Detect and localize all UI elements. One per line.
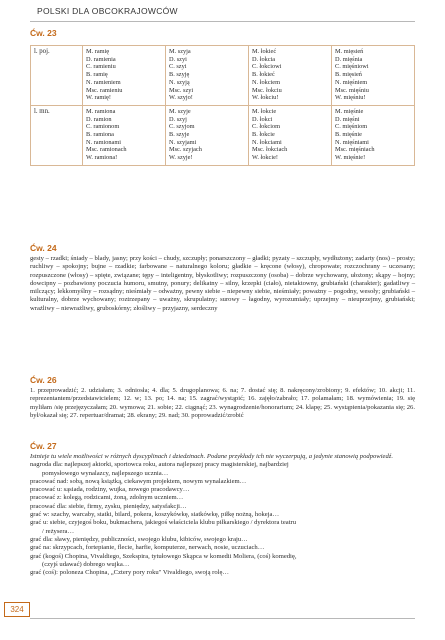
case-form: B. łokieć — [252, 71, 275, 79]
case-form: W. szyje! — [169, 154, 193, 162]
exercise-26-title: Ćw. 26 — [30, 375, 57, 385]
case-form: Msc. łokciach — [252, 146, 288, 154]
declension-cell — [166, 105, 249, 165]
footer-rule — [30, 618, 415, 619]
case-form: N. mięśniem — [335, 78, 368, 86]
case-form: C. szyi — [169, 63, 187, 71]
case-form: Msc. szyi — [169, 86, 194, 94]
exercise-26 — [30, 375, 415, 420]
case-form: M. łokcie — [252, 107, 277, 115]
exercise-27 — [30, 441, 415, 577]
header-rule — [30, 21, 415, 22]
case-form: M. ramię — [86, 48, 110, 55]
declension-cell — [166, 46, 249, 106]
case-form: D. ramienia — [86, 55, 116, 63]
list-item: grać u: siebie, czyjegoś boku, bukmachera, jakiegoś właściciela klubu piłkarskiego / dyrektora teatru — [30, 519, 297, 527]
case-form: W. mięśniu! — [335, 94, 366, 102]
case-form: M. ramiona — [86, 107, 116, 115]
case-form: B. szyje — [169, 131, 190, 139]
case-form: Msc. szyjach — [169, 146, 202, 154]
case-form: W. łokciu! — [252, 94, 279, 102]
case-form: D. szyi — [169, 55, 187, 63]
case-form: M. mięśnie — [335, 107, 364, 115]
running-header: POLSKI DLA OBCOKRAJOWCÓW — [37, 6, 178, 16]
exercise-24 — [30, 243, 415, 313]
page-number: 324 — [4, 602, 30, 617]
case-form: D. mięśnia — [335, 55, 363, 63]
case-form: C. łokciowi — [252, 63, 282, 71]
case-form: C. szyjom — [169, 123, 195, 131]
case-form: N. łokciami — [252, 138, 282, 146]
list-item: (czyjś udawać) dobrego wujka… — [42, 560, 130, 568]
declension-cell — [332, 105, 415, 165]
list-item: pracować nad: sobą, nową książką, ciekawym projektem, nowym wynalazkiem… — [30, 477, 247, 485]
case-form: W. ramiona! — [86, 154, 118, 162]
case-form: M. szyje — [169, 107, 191, 115]
list-item: grać w: szachy, warcaby, statki, bilard, pokera, koszykówkę, siatkówkę, piłkę nożną, hokeja… — [30, 511, 280, 519]
case-form: D. ramion — [86, 115, 112, 123]
case-form: B. ramiona — [86, 131, 114, 139]
case-form: Msc. ramieniu — [86, 86, 123, 94]
table-row-plural — [31, 105, 415, 165]
list-item: grać na: skrzypcach, fortepianie, flecie, harfie, komputerze, nerwach, nosie, uczuciach… — [30, 544, 265, 552]
case-form: C. ramieniu — [86, 63, 116, 71]
list-item: pracować u: sąsiada, rodziny, wujka, nowego pracodawcy… — [30, 486, 190, 494]
case-form: N. mięśniami — [335, 138, 369, 146]
case-form: Msc. łokciu — [252, 86, 282, 94]
exercise-27-title: Ćw. 27 — [30, 441, 57, 451]
case-form: Msc. mięśniu — [335, 86, 369, 94]
case-form: D. łokci — [252, 115, 273, 123]
declension-cell — [249, 105, 332, 165]
exercise-26-text: 1. przeprowadzić; 2. udziałam; 3. odniosła; 4. dla; 5. drugoplanowa; 6. na; 7. dostać się; 8. nakręcony/zrobiony; 9. efektów; 10. akcji; 11. reprezentantem/przedstawicielem; 12. w; 13. po; 14. na; 15. zagrać/wystąpić; 16. zajęło/zabrało; 17. polamałam; 18. wymówienia; 19. się myliłam /się przejęzyczałam; 20. wymowa; 21. sobie; 22. ciągnąć; 23. wynagrodzenie/honorarium; 24. klapę; 25. wystąpienia/pokazania się; 26. był/okazał się; 27. repertuar/dramat; 28. ekrany; 29. nad; 30. poprowadzić/zrobić — [30, 387, 415, 419]
list-item: pomysłowego wynalazcy, najlepszego ucznia… — [42, 469, 169, 477]
case-form: D. mięśni — [335, 115, 360, 123]
list-item: nagroda dla: najlepszej aktorki, sportowca roku, autora najlepszej pracy magisterskiej, najbardziej — [30, 461, 289, 469]
number-label: l. poj. — [31, 46, 83, 106]
declension-cell — [249, 46, 332, 106]
case-form: N. szyją — [169, 78, 190, 86]
case-form: M. mięsień — [335, 48, 364, 55]
case-form: B. ramię — [86, 71, 108, 79]
case-form: N. szyjami — [169, 138, 197, 146]
case-form: W. łokcie! — [252, 154, 278, 162]
exercise-27-intro: Istnieje tu wiele możliwości w różnych dyscyplinach i dziedzinach. Podane przykłady ich nie wyczerpują, a jedynie stanowią podpowiedź. — [30, 453, 393, 460]
table-row-singular — [31, 46, 415, 106]
list-item: pracować z: kolegą, rodzicami, żoną, zdolnym uczniem… — [30, 494, 184, 502]
exercise-24-title: Ćw. 24 — [30, 243, 57, 253]
case-form: C. mięśniowi — [335, 63, 369, 71]
exercise-23-title: Ćw. 23 — [30, 28, 57, 38]
list-item: grać dla: sławy, pieniędzy, publiczności, swojego klubu, kibiców, swojego kraju… — [30, 535, 248, 543]
case-form: N. łokciem — [252, 78, 280, 86]
case-form: N. ramieniem — [86, 78, 121, 86]
case-form: W. mięśnie! — [335, 154, 366, 162]
case-form: N. ramionami — [86, 138, 121, 146]
case-form: B. łokcie — [252, 131, 275, 139]
case-form: B. szyję — [169, 71, 190, 79]
list-item: pracować dla: siebie, firmy, zysku, pieniędzy, satysfakcji… — [30, 502, 187, 510]
case-form: M. łokieć — [252, 48, 277, 55]
case-form: B. mięsień — [335, 71, 362, 79]
declension-cell — [332, 46, 415, 106]
case-form: Msc. ramionach — [86, 146, 127, 154]
list-item: grać (coś): polonezа Chopina, „Cztery pory roku" Vivaldiego, swoją rolę… — [30, 569, 230, 577]
case-form: D. łokcia — [252, 55, 276, 63]
case-form: M. szyja — [169, 48, 191, 55]
declension-cell — [83, 105, 166, 165]
case-form: C. mięśniom — [335, 123, 368, 131]
case-form: C. ramionom — [86, 123, 120, 131]
case-form: W. szyjo! — [169, 94, 193, 102]
list-item: / reżysera… — [42, 527, 75, 535]
number-label: l. mn. — [31, 105, 83, 165]
case-form: D. szyj — [169, 115, 187, 123]
exercise-24-text: gesty – rzadki; śniady – blady, jasny; przy kości – chudy, szczupły; ponarszczony – gładki; pyzaty – szczupły, wydłużony; zadarty (nos) – prosty; ruchliwy – spokojny; bujne – rzadkie; farbowane – naturalnego koloru; gładkie – kręcone (włosy), chropowate; rozczochrany – uczesany; rozpuszczone (włosy) – spięte, związane; tępy – inteligentny, błyskotliwy; rozpuszczony (osoba) – dobrze wychowany, ułożony; skąpy – hojny; dowcipny – pozbawiony poczucia humoru, smutny, ponury; delikatny – silny, krzepki (ciało), nietaktowny, grubiański (charakter); gadatliwy – milczący; lekkomyślny – rozsądny; nieśmiały – odważny, pewny siebie – niepewny siebie, nieśmiały; poważny – pogodny, wesoły; grubiański – kulturalny, dobrze wychowany; roztrzepany – uważny, skrupulatny; surowy – łagodny, wyrozumiały; uprzejmy – nieuprzejmy, grubiański; wrażliwy – niewrażliwy, gruboskórny; złośliwy – przyjazny, serdeczny — [30, 255, 415, 312]
case-form: B. mięśnie — [335, 131, 362, 139]
case-form: C. łokciom — [252, 123, 280, 131]
case-form: Msc. mięśniach — [335, 146, 375, 154]
list-item: grać (kogoś) Chopina, Vivaldiego, Szekspira, tytułowego Skąpca w komedii Moliera, (coś) komedię, — [30, 552, 297, 560]
declension-cell — [83, 46, 166, 106]
case-form: W. ramię! — [86, 94, 111, 102]
declension-table — [30, 45, 415, 166]
exercise-23 — [30, 28, 415, 166]
